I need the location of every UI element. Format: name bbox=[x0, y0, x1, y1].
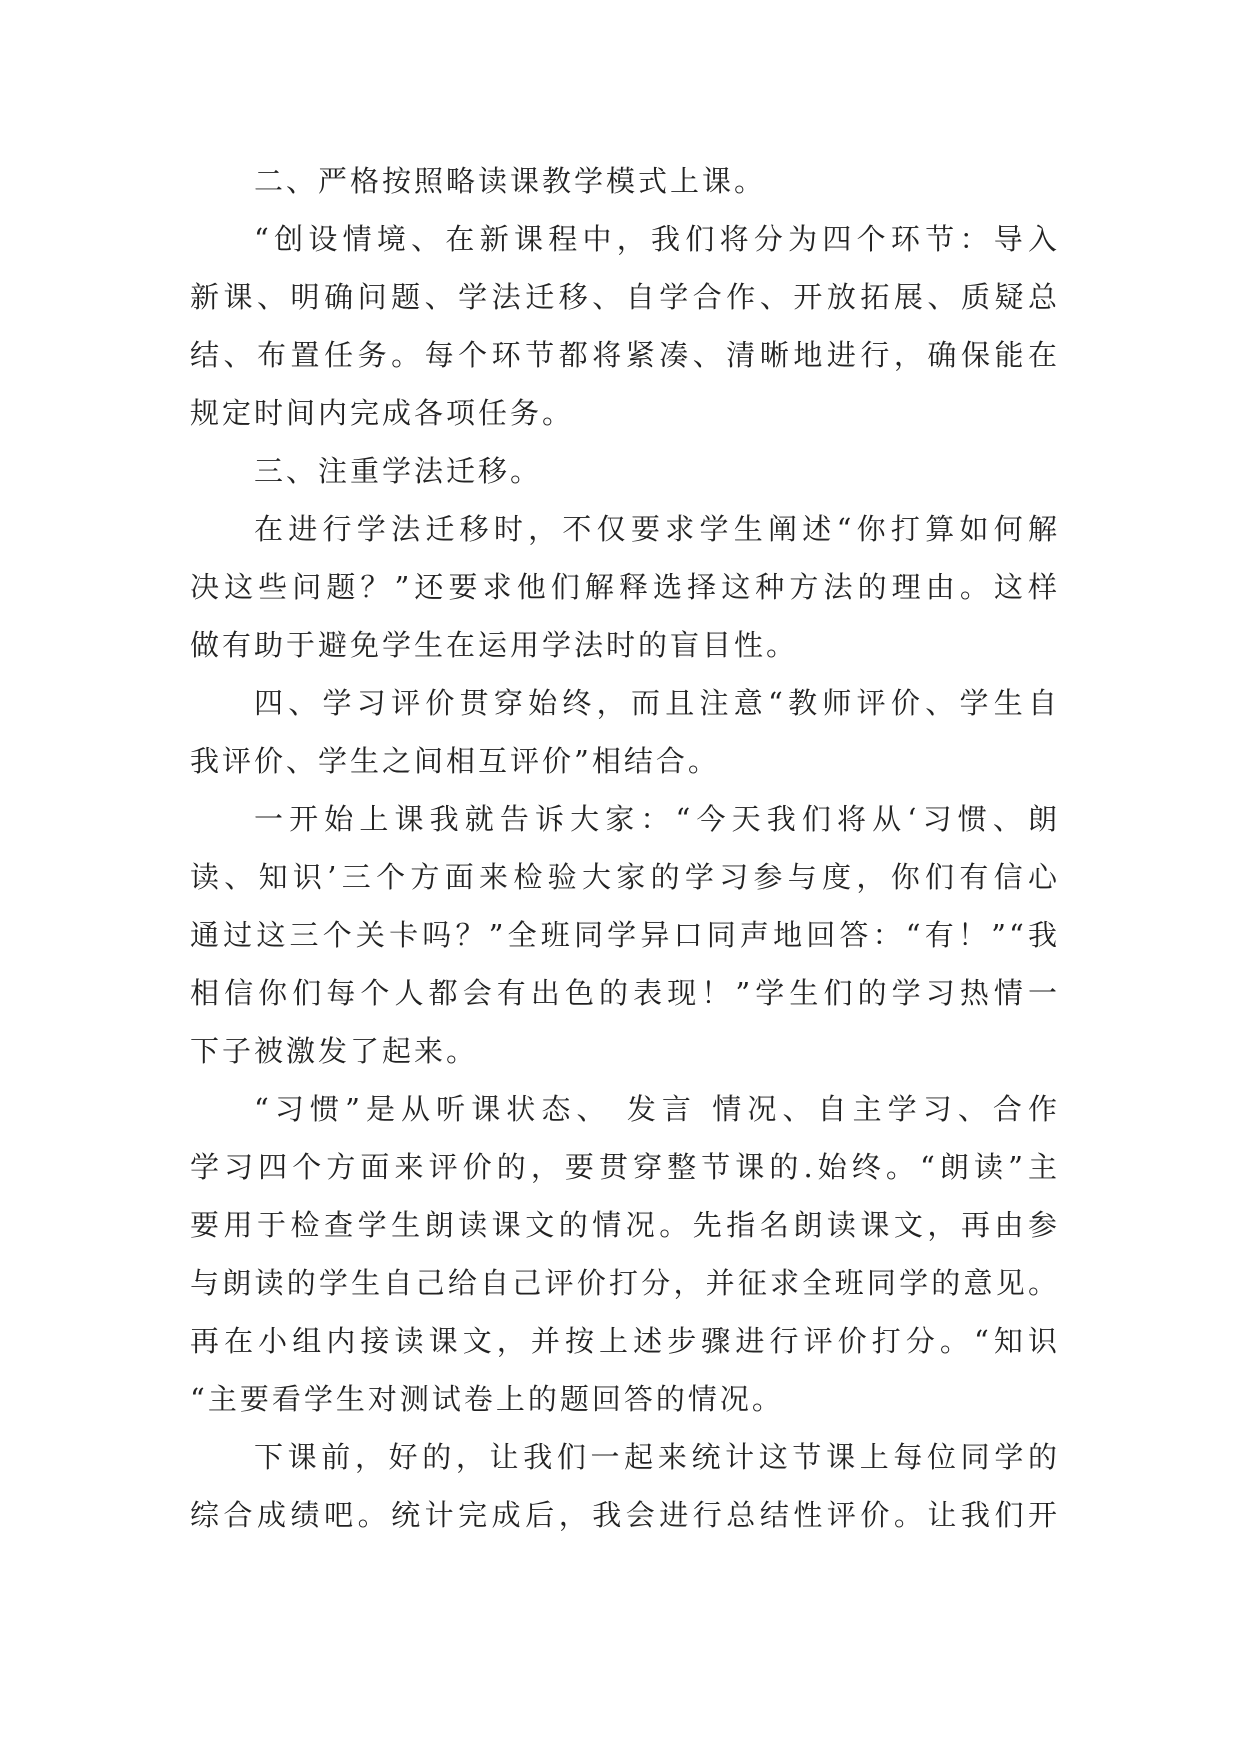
text-line: 通过这三个关卡吗？”全班同学异口同声地回答：“有！”“我 bbox=[190, 918, 1060, 952]
text-line: “习惯”是从听课状态、 发言 情况、自主学习、合作 bbox=[254, 1092, 1060, 1126]
text-line: 再在小组内接读课文，并按上述步骤进行评价打分。“知识 bbox=[190, 1324, 1060, 1358]
text-line: 下课前，好的，让我们一起来统计这节课上每位同学的 bbox=[254, 1440, 1060, 1474]
text-line: 结、布置任务。每个环节都将紧凑、清晰地进行，确保能在 bbox=[190, 338, 1060, 372]
paragraph-p3 bbox=[190, 442, 1060, 500]
text-line: 综合成绩吧。统计完成后，我会进行总结性评价。让我们开 bbox=[190, 1498, 1060, 1532]
text-line: 我评价、学生之间相互评价”相结合。 bbox=[190, 744, 720, 778]
paragraph-p1 bbox=[190, 152, 1060, 210]
paragraph-p8 bbox=[190, 1428, 1060, 1544]
text-line: 决这些问题？”还要求他们解释选择这种方法的理由。这样 bbox=[190, 570, 1060, 604]
paragraph-p6 bbox=[190, 790, 1060, 1080]
text-line: 做有助于避免学生在运用学法时的盲目性。 bbox=[190, 628, 799, 662]
text-line: 三、注重学法迁移。 bbox=[254, 454, 543, 488]
text-line: 一开始上课我就告诉大家：“今天我们将从‘习惯、朗 bbox=[254, 802, 1060, 836]
text-line: 读、知识’三个方面来检验大家的学习参与度，你们有信心 bbox=[190, 860, 1060, 894]
text-line: 下子被激发了起来。 bbox=[190, 1034, 479, 1068]
text-line: 与朗读的学生自己给自己评价打分，并征求全班同学的意见。 bbox=[190, 1266, 1060, 1300]
paragraph-p5 bbox=[190, 674, 1060, 790]
text-line: 新课、明确问题、学法迁移、自学合作、开放拓展、质疑总 bbox=[190, 280, 1060, 314]
paragraph-p4 bbox=[190, 500, 1060, 674]
text-line: 相信你们每个人都会有出色的表现！”学生们的学习热情一 bbox=[190, 976, 1060, 1010]
text-line: 四、学习评价贯穿始终，而且注意“教师评价、学生自 bbox=[254, 686, 1060, 720]
text-line: “主要看学生对测试卷上的题回答的情况。 bbox=[190, 1382, 784, 1416]
text-line: 学习四个方面来评价的，要贯穿整节课的.始终。“朗读”主 bbox=[190, 1150, 1060, 1184]
text-line: “创设情境、在新课程中，我们将分为四个环节：导入 bbox=[254, 222, 1060, 256]
text-line: 规定时间内完成各项任务。 bbox=[190, 396, 575, 430]
text-line: 二、严格按照略读课教学模式上课。 bbox=[254, 164, 767, 198]
paragraph-p7 bbox=[190, 1080, 1060, 1428]
paragraph-p2 bbox=[190, 210, 1060, 442]
text-line: 在进行学法迁移时，不仅要求学生阐述“你打算如何解 bbox=[254, 512, 1060, 546]
document-body bbox=[190, 152, 1060, 1544]
text-line: 要用于检查学生朗读课文的情况。先指名朗读课文，再由参 bbox=[190, 1208, 1060, 1242]
